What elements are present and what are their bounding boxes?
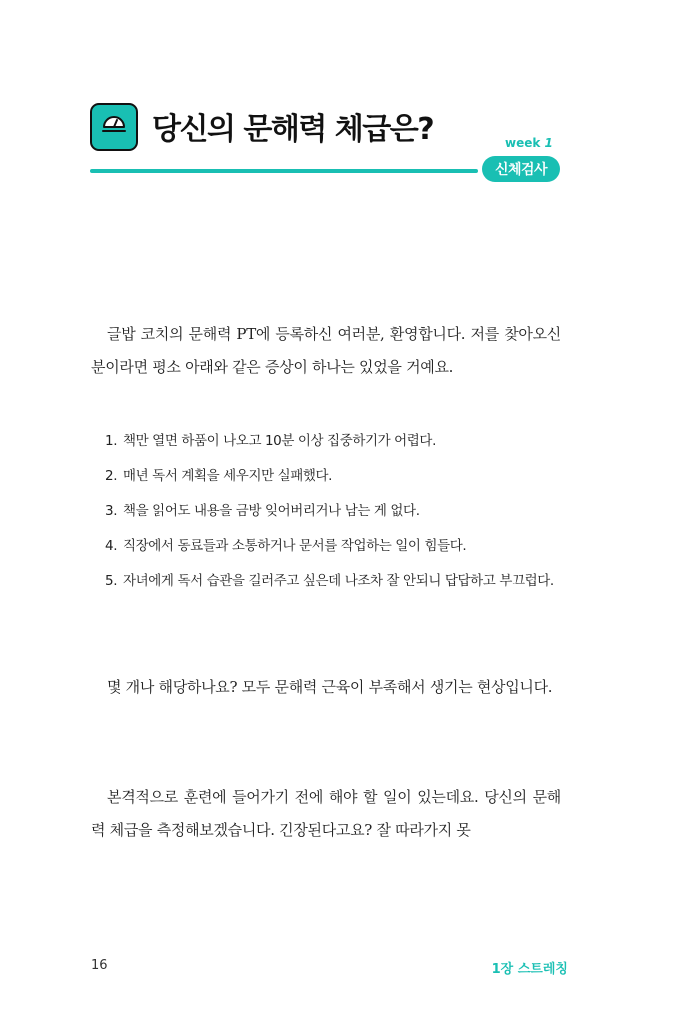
list-text: 책만 열면 하품이 나오고 10분 이상 집중하기가 어렵다. [123, 433, 436, 449]
symptom-list [105, 424, 565, 599]
section-badge: 신체검사 [482, 156, 560, 182]
page-title: 당신의 문해력 체급은? [152, 112, 434, 147]
body-paragraph-3: 본격적으로 훈련에 들어가기 전에 해야 할 일이 있는데요. 당신의 문해력 체급을 측정해보겠습니다. 긴장된다고요? 잘 따라가지 못 [91, 788, 561, 839]
week-word: week [505, 136, 541, 150]
running-head: 1장 스트레칭 [491, 962, 568, 977]
week-label [505, 136, 553, 150]
list-item [105, 529, 565, 564]
list-number: 4. [105, 538, 118, 554]
list-item [105, 459, 565, 494]
scale-icon [90, 103, 138, 151]
list-number: 1. [105, 433, 118, 449]
list-item [105, 494, 565, 529]
list-number: 2. [105, 468, 118, 484]
intro-paragraph: 글밥 코치의 문해력 PT에 등록하신 여러분, 환영합니다. 저를 찾아오신 분이라면 평소 아래와 같은 증상이 하나는 있었을 거예요. [91, 325, 561, 376]
list-text: 책을 읽어도 내용을 금방 잊어버리거나 남는 게 없다. [123, 503, 420, 519]
title-underline [90, 169, 478, 173]
list-text: 매년 독서 계획을 세우지만 실패했다. [123, 468, 333, 484]
list-number: 3. [105, 503, 118, 519]
list-text: 직장에서 동료들과 소통하거나 문서를 작업하는 일이 힘들다. [123, 538, 467, 554]
body-paragraph-2: 몇 개나 해당하나요? 모두 문해력 근육이 부족해서 생기는 현상입니다. [107, 678, 553, 696]
scale-glyph [92, 105, 136, 149]
list-item [105, 424, 565, 459]
page-number: 16 [91, 958, 108, 973]
list-item [105, 564, 565, 599]
week-number: 1 [544, 136, 553, 150]
list-number: 5. [105, 573, 118, 589]
list-text: 자녀에게 독서 습관을 길러주고 싶은데 나조차 잘 안되니 답답하고 부끄럽다. [123, 573, 554, 589]
